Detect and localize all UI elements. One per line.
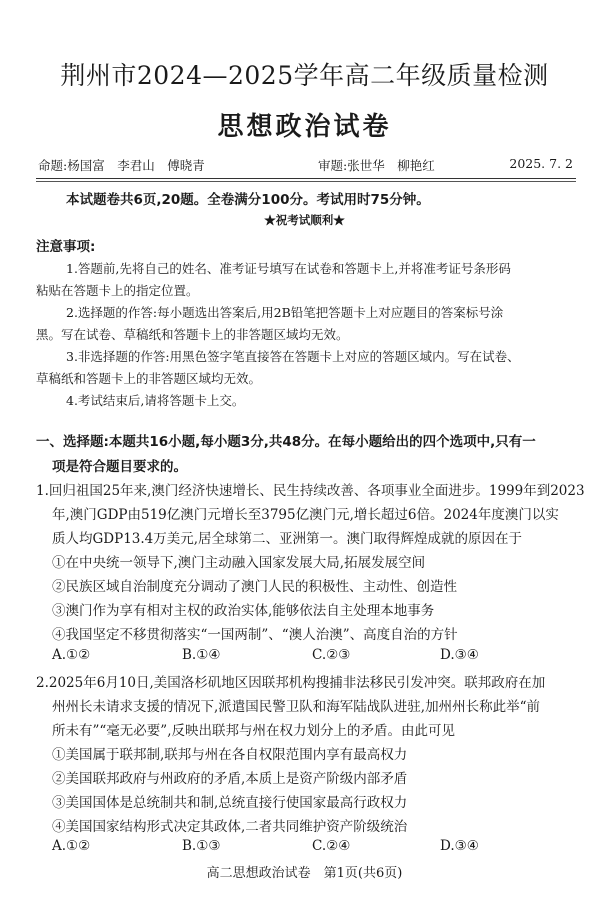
- wish-text: ★祝考试顺利★: [264, 213, 345, 227]
- question-1-stem: 年,澳门GDP由519亿澳门元增长至3795亿澳门元,增长超过6倍。2024年度澳门以实: [52, 507, 559, 523]
- authors: 命题:杨国富 李君山 傅晓青: [38, 158, 205, 173]
- question-1-option-c: C.②③: [312, 647, 351, 663]
- note-line: 1.答题前,先将自己的姓名、准考证号填写在试卷和答题卡上,并将准考证号条形码: [66, 261, 511, 276]
- note-line: 粘贴在答题卡上的指定位置。: [36, 283, 199, 298]
- exam-title: 荆州市2024—2025学年高二年级质量检测: [60, 61, 549, 90]
- subject-title: 思想政治试卷: [217, 112, 392, 142]
- question-2-option-c: C.②④: [312, 838, 351, 854]
- note-line: 3.非选择题的作答:用黑色签字笔直接答在答题卡上对应的答题区域内。写在试卷、: [66, 349, 520, 364]
- header-divider: [36, 178, 576, 179]
- note-line: 草稿纸和答题卡上的非答题区域均无效。: [36, 371, 262, 386]
- question-1-item: ③澳门作为享有相对主权的政治实体,能够依法自主处理本地事务: [52, 603, 435, 619]
- question-2-item: ④美国国家结构形式决定其政体,二者共同维护资产阶级统治: [52, 819, 408, 835]
- question-2-option-d: D.③④: [440, 838, 479, 854]
- question-2-stem: 州州长未请求支援的情况下,派遣国民警卫队和海军陆战队进驻,加州州长称此举“前: [52, 699, 540, 715]
- header-divider-thin: [36, 181, 576, 182]
- section-heading: 一、选择题:本题共16小题,每小题3分,共48分。在每小题给出的四个选项中,只有一: [36, 434, 536, 450]
- question-1-item: ④我国坚定不移贯彻落实“一国两制”、“澳人治澳”、高度自治的方针: [52, 627, 458, 643]
- question-2-item: ①美国属于联邦制,联邦与州在各自权限范围内享有最高权力: [52, 747, 408, 763]
- question-2-item: ③美国国体是总统制共和制,总统直接行使国家最高行政权力: [52, 795, 408, 811]
- question-1-option-a: A.①②: [52, 647, 91, 663]
- question-1-stem: 质人均GDP13.4万美元,居全球第二、亚洲第一。澳门取得辉煌成就的原因在于: [52, 531, 523, 547]
- question-1-option-d: D.③④: [440, 647, 479, 663]
- exam-info: 本试题卷共6页,20题。全卷满分100分。考试用时75分钟。: [66, 192, 430, 208]
- question-2-option-a: A.①②: [52, 838, 91, 854]
- question-1-option-b: B.①④: [182, 647, 221, 663]
- question-1-stem: 1.回归祖国25年来,澳门经济快速增长、民生持续改善、各项事业全面进步。1999年到2023: [36, 483, 585, 499]
- question-1-item: ②民族区域自治制度充分调动了澳门人民的积极性、主动性、创造性: [52, 579, 457, 595]
- section-heading-cont: 项是符合题目要求的。: [52, 459, 187, 475]
- question-2-option-b: B.①③: [182, 838, 221, 854]
- question-2-stem: 2.2025年6月10日,美国洛杉矶地区因联邦机构搜捕非法移民引发冲突。联邦政府在加: [36, 675, 546, 691]
- page-footer: 高二思想政治试卷 第1页(共6页): [206, 866, 403, 881]
- notes-heading: 注意事项:: [36, 239, 96, 255]
- note-line: 4.考试结束后,请将答题卡上交。: [66, 393, 245, 408]
- question-1-item: ①在中央统一领导下,澳门主动融入国家发展大局,拓展发展空间: [52, 555, 426, 571]
- exam-date: 2025. 7. 2: [509, 156, 573, 171]
- note-line: 2.选择题的作答:每小题选出答案后,用2B铅笔把答题卡上对应题目的答案标号涂: [66, 305, 504, 320]
- reviewers: 审题:张世华 柳艳红: [318, 158, 435, 173]
- question-2-stem: 所未有”“毫无必要”,反映出联邦与州在权力划分上的矛盾。由此可见: [52, 723, 455, 739]
- question-2-item: ②美国联邦政府与州政府的矛盾,本质上是资产阶级内部矛盾: [52, 771, 408, 787]
- exam-meta: [38, 156, 573, 176]
- note-line: 黑。写在试卷、草稿纸和答题卡上的非答题区域均无效。: [36, 327, 349, 342]
